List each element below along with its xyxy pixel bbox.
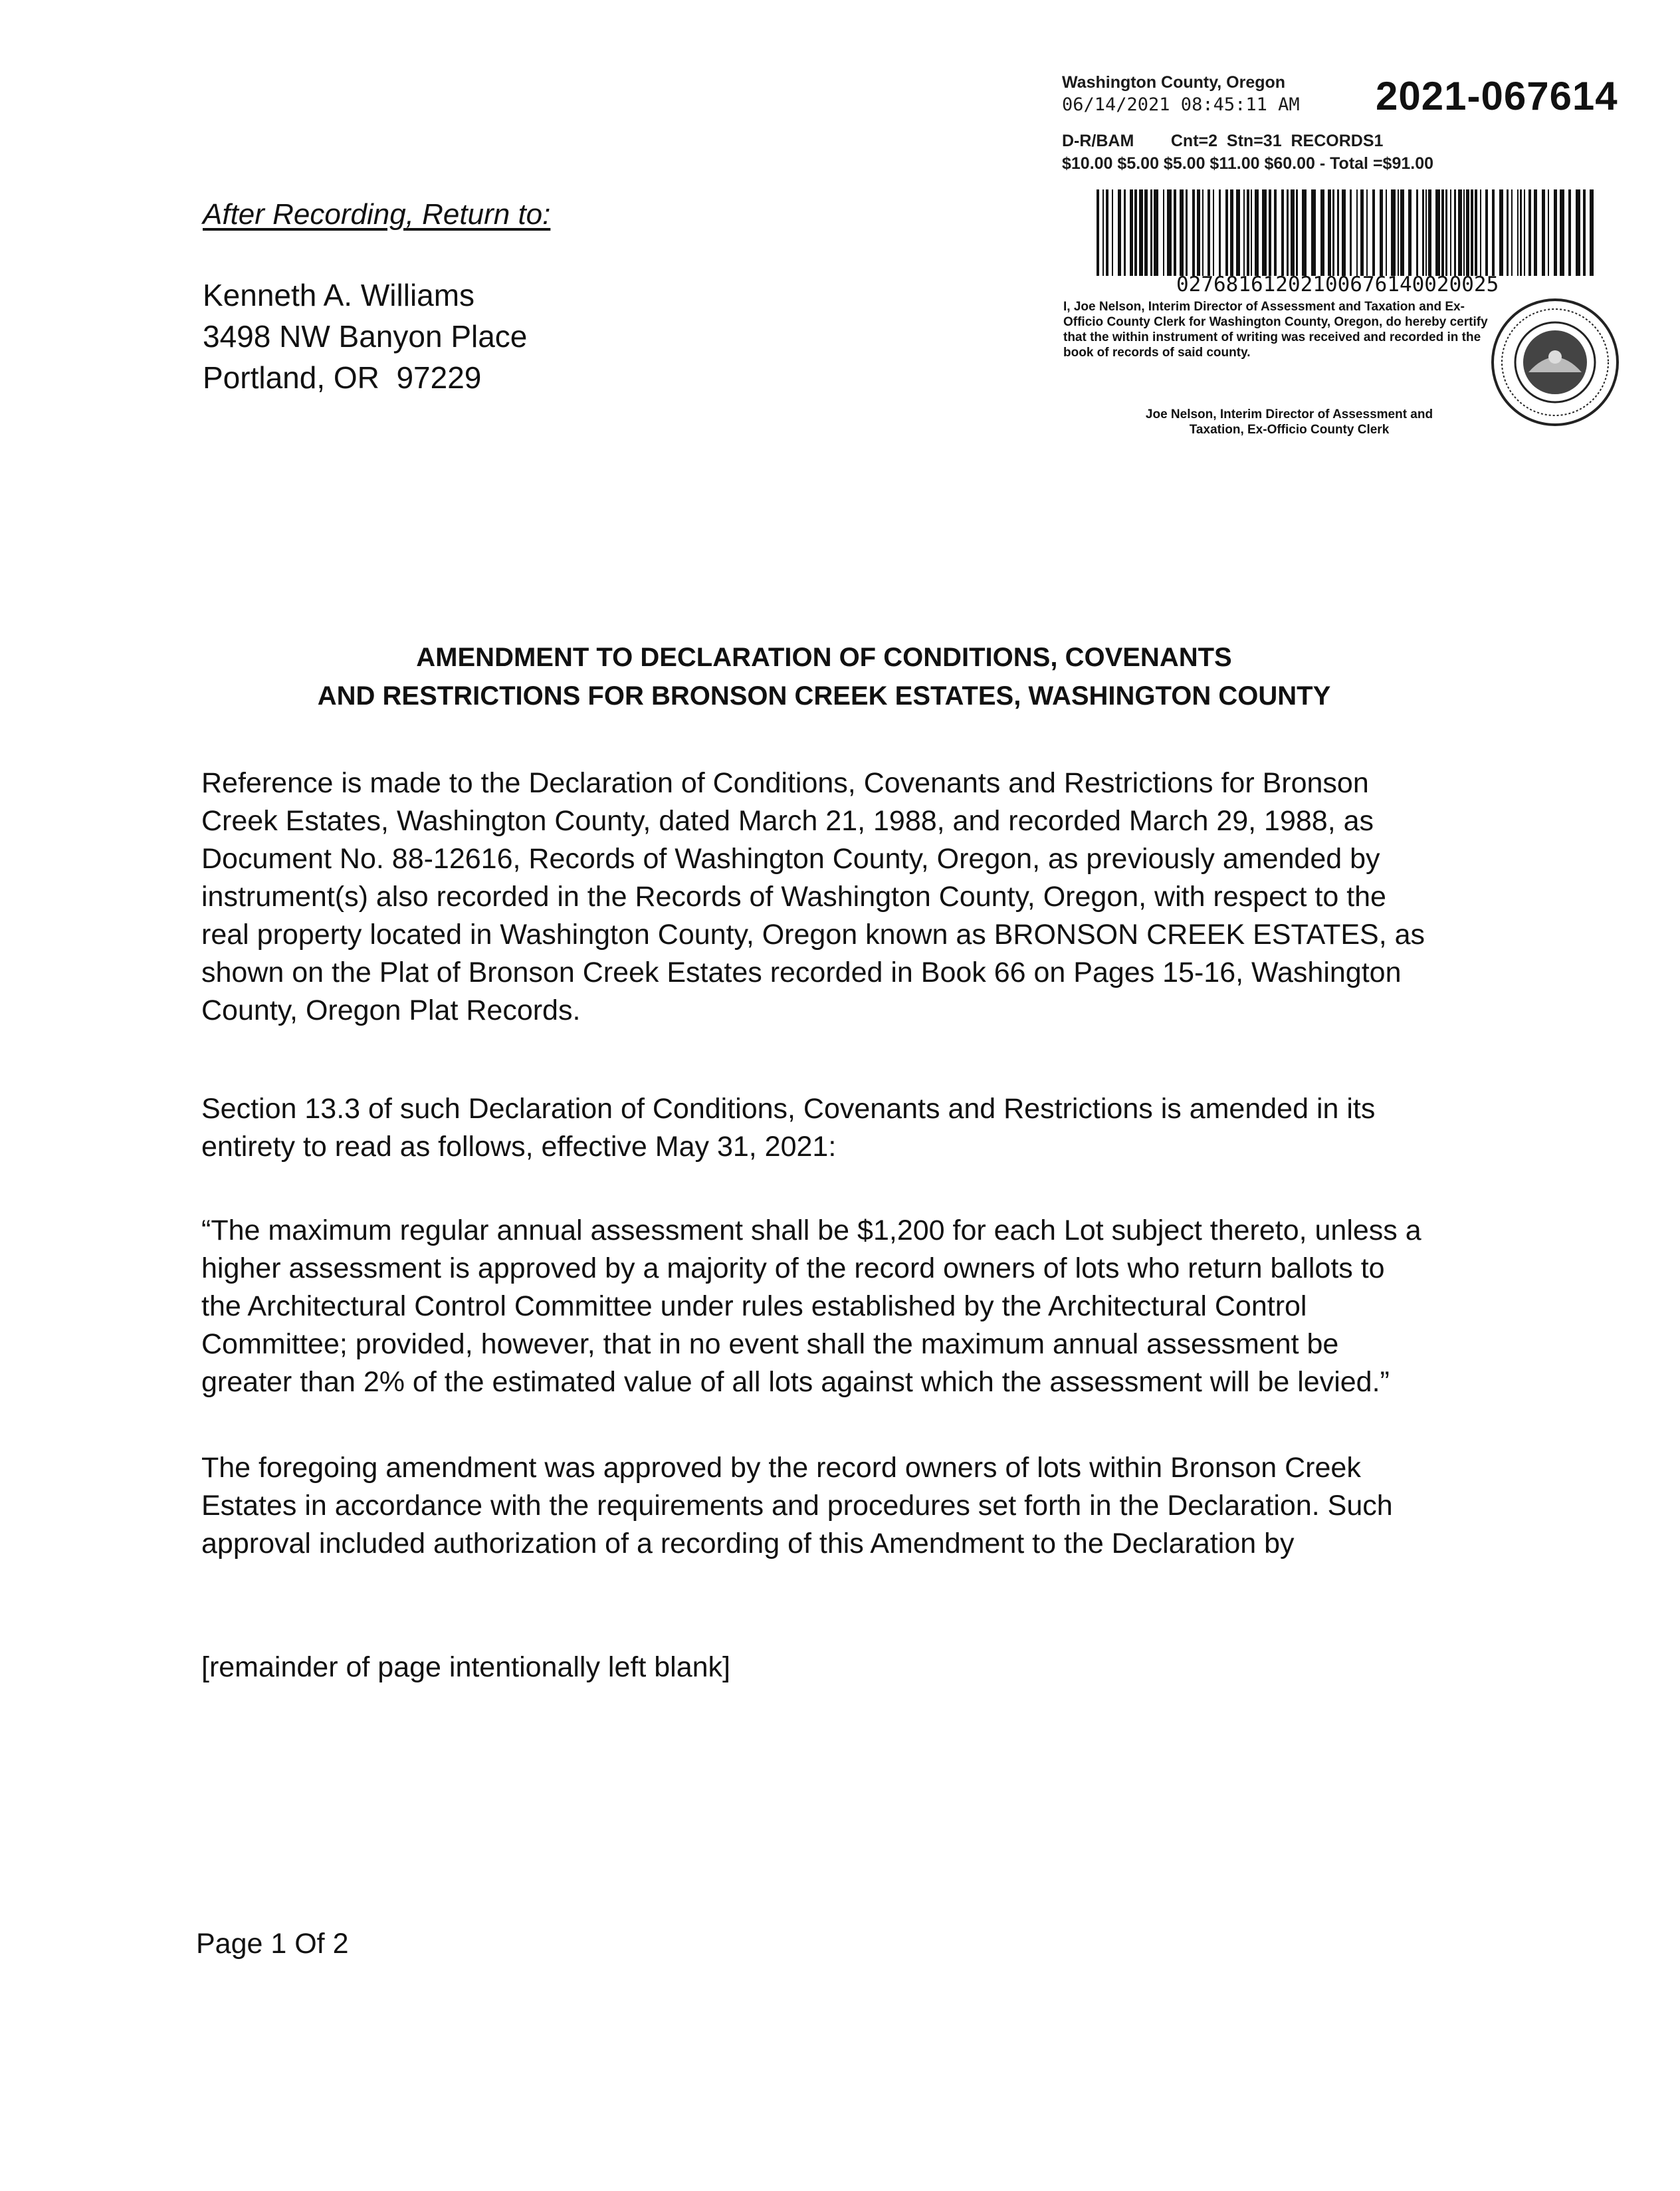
paragraph-quoted-text — [201, 1212, 1517, 1401]
document-title — [199, 638, 1449, 715]
paragraph-line: approval included authorization of a recording of this Amendment to the Declaration by — [201, 1528, 1295, 1559]
clerk-signature-block — [1077, 407, 1502, 437]
paragraph-line: “The maximum regular annual assessment shall be $1,200 for each Lot subject thereto, unless a — [201, 1214, 1421, 1246]
paragraph-line: entirety to read as follows, effective May 31, 2021: — [201, 1131, 837, 1163]
paragraph-line: higher assessment is approved by a majority of the record owners of lots who return ballots to — [201, 1252, 1385, 1284]
paragraph-line: County, Oregon Plat Records. — [201, 994, 581, 1026]
title-line2: AND RESTRICTIONS FOR BRONSON CREEK ESTATES, WASHINGTON COUNTY — [317, 681, 1331, 711]
page-number: Page 1 Of 2 — [196, 1928, 349, 1960]
return-city: Portland, OR 97229 — [203, 360, 482, 395]
paragraph-reference — [201, 764, 1517, 1030]
paragraph-line: the Architectural Control Committee under rules established by the Architectural Control — [201, 1290, 1307, 1322]
return-street: 3498 NW Banyon Place — [203, 319, 528, 354]
paragraph-line: instrument(s) also recorded in the Records of Washington County, Oregon, with respect to the — [201, 881, 1386, 913]
paragraph-line: Committee; provided, however, that in no event shall the maximum annual assessment be — [201, 1328, 1339, 1360]
certification-text: I, Joe Nelson, Interim Director of Assessment and Taxation and Ex-Officio County Clerk for Washington County, Oregon, do hereby certify that the within instrument of writing was received and recorded in the book of records of said county. — [1063, 300, 1488, 360]
barcode-image — [1097, 189, 1595, 276]
paragraph-approval — [201, 1449, 1517, 1563]
return-to-label: After Recording, Return to: — [203, 198, 551, 231]
paragraph-line: real property located in Washington County, Oregon known as BRONSON CREEK ESTATES, as — [201, 919, 1425, 951]
return-name: Kenneth A. Williams — [203, 278, 475, 312]
clerk-signature-line1: Joe Nelson, Interim Director of Assessment and — [1145, 407, 1433, 421]
blank-remainder-note: [remainder of page intentionally left blank] — [201, 1651, 730, 1683]
paragraph-line: Creek Estates, Washington County, dated March 21, 1988, and recorded March 29, 1988, as — [201, 805, 1374, 837]
barcode-number: 02768161202100676140020025 — [1176, 273, 1499, 296]
paragraph-line: greater than 2% of the estimated value of all lots against which the assessment will be levied.” — [201, 1366, 1390, 1398]
county-seal-icon — [1489, 296, 1622, 429]
clerk-signature-line2: Taxation, Ex-Officio County Clerk — [1189, 423, 1390, 437]
document-number: 2021-067614 — [1376, 74, 1618, 118]
stamp-fees: $10.00 $5.00 $5.00 $11.00 $60.00 - Total =$91.00 — [1062, 154, 1434, 173]
paragraph-section-amendment — [201, 1090, 1517, 1166]
stamp-county: Washington County, Oregon — [1062, 73, 1286, 92]
stamp-datetime: 06/14/2021 08:45:11 AM — [1062, 94, 1300, 115]
paragraph-line: Section 13.3 of such Declaration of Conditions, Covenants and Restrictions is amended in its — [201, 1093, 1376, 1125]
paragraph-line: shown on the Plat of Bronson Creek Estates recorded in Book 66 on Pages 15-16, Washington — [201, 957, 1402, 988]
paragraph-line: The foregoing amendment was approved by the record owners of lots within Bronson Creek — [201, 1452, 1361, 1484]
stamp-codes: D-R/BAM Cnt=2 Stn=31 RECORDS1 — [1062, 132, 1384, 150]
paragraph-line: Reference is made to the Declaration of Conditions, Covenants and Restrictions for Bronson — [201, 767, 1369, 799]
title-line1: AMENDMENT TO DECLARATION OF CONDITIONS, COVENANTS — [416, 643, 1232, 672]
paragraph-line: Document No. 88-12616, Records of Washington County, Oregon, as previously amended by — [201, 843, 1380, 875]
paragraph-line: Estates in accordance with the requirements and procedures set forth in the Declaration. Such — [201, 1490, 1393, 1522]
